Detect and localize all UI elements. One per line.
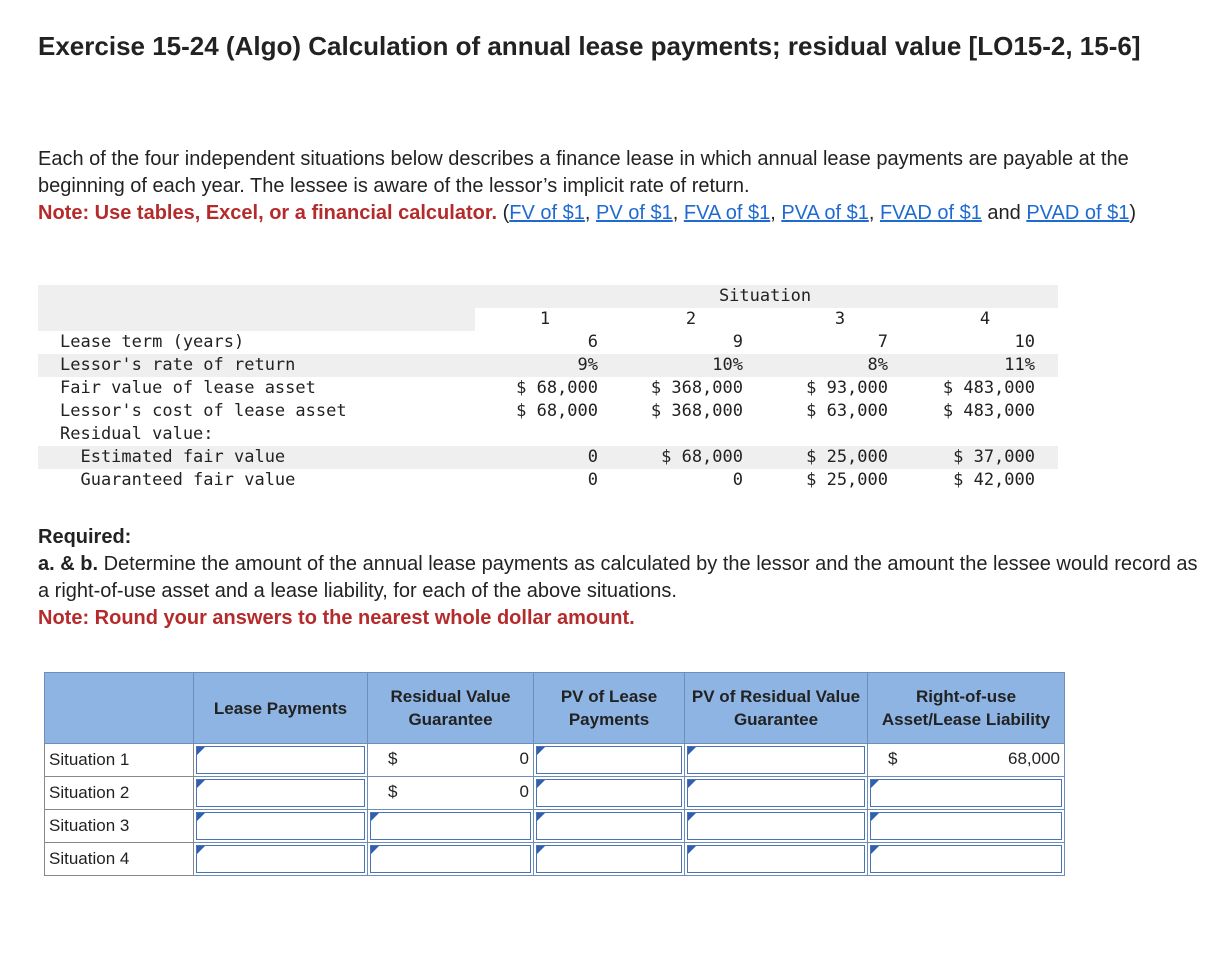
rou-cell <box>868 810 1065 843</box>
lease-payments-input[interactable] <box>196 779 365 807</box>
rou-value: 68,000 <box>1008 749 1060 768</box>
situation-header-row <box>38 285 1058 308</box>
pv-residual-input[interactable] <box>687 746 865 774</box>
value-s1: $ 68,000 <box>516 401 598 421</box>
value-s1: 6 <box>587 332 598 352</box>
input-marker-icon <box>871 780 879 788</box>
input-marker-icon <box>871 846 879 854</box>
input-marker-icon <box>537 813 545 821</box>
residual-guarantee-cell <box>368 843 534 876</box>
input-marker-icon <box>537 846 545 854</box>
lease-payments-cell <box>194 777 368 810</box>
pv-residual-cell <box>685 843 868 876</box>
header-blank <box>45 673 194 744</box>
dollar-sign: $ <box>388 782 398 801</box>
pv-lease-input[interactable] <box>536 779 682 807</box>
table-row <box>45 843 1065 876</box>
paren-open: ( <box>497 202 510 224</box>
header-residual-value-guarantee: Residual Value Guarantee <box>368 673 534 744</box>
column-2: 2 <box>685 309 697 329</box>
residual-guarantee-input[interactable] <box>370 812 531 840</box>
lease-payments-cell <box>194 810 368 843</box>
value-s4: 10 <box>1014 332 1035 352</box>
pv-residual-input[interactable] <box>687 779 865 807</box>
value-s3: $ 25,000 <box>806 470 888 490</box>
row-label: Estimated fair value <box>60 447 286 467</box>
residual-guarantee-cell <box>368 810 534 843</box>
column-3: 3 <box>834 309 846 329</box>
value-s4: $ 37,000 <box>953 447 1035 467</box>
link-fv[interactable]: FV of $1 <box>509 202 585 224</box>
row-guaranteed-fair-value <box>38 469 1058 492</box>
situation-header: Situation <box>718 286 812 306</box>
exercise-title: Exercise 15-24 (Algo) Calculation of annual lease payments; residual value [LO15-2, 15-6] <box>38 31 1141 61</box>
situation-label: Situation 2 <box>45 777 194 810</box>
answer-header-row <box>45 673 1065 744</box>
dollar-sign: $ <box>888 749 898 768</box>
paren-close: ) <box>1129 202 1137 224</box>
pv-lease-input[interactable] <box>536 746 682 774</box>
residual-guarantee-input[interactable] <box>370 845 531 873</box>
column-4: 4 <box>979 309 991 329</box>
pv-residual-cell <box>685 810 868 843</box>
pv-residual-cell <box>685 777 868 810</box>
value-s3: 8% <box>867 355 888 375</box>
row-label: Lease term (years) <box>60 332 245 352</box>
intro-text: Each of the four independent situations below describes a finance lease in which annual lease payments are payable at the beginning of each year. The lessee is aware of the lessor’s implicit rate of return. <box>38 148 1129 197</box>
residual-guarantee-value: 0 <box>519 782 529 801</box>
header-pv-lease-payments: PV of Lease Payments <box>534 673 685 744</box>
pv-residual-input[interactable] <box>687 812 865 840</box>
input-marker-icon <box>871 813 879 821</box>
residual-guarantee-value: 0 <box>519 749 529 768</box>
required-text: Determine the amount of the annual lease payments as calculated by the lessor and the amount the lessee would record as a right-of-use asset and a lease liability, for each of the above situations. <box>38 553 1198 602</box>
value-s4: $ 483,000 <box>942 401 1035 421</box>
input-marker-icon <box>688 813 696 821</box>
row-rate <box>38 354 1058 377</box>
value-s1: 0 <box>587 447 598 467</box>
value-s4: $ 42,000 <box>953 470 1035 490</box>
input-marker-icon <box>537 780 545 788</box>
pv-lease-cell <box>534 777 685 810</box>
lease-payments-input[interactable] <box>196 746 365 774</box>
table-row <box>45 744 1065 777</box>
input-marker-icon <box>197 846 205 854</box>
value-s4: $ 483,000 <box>942 378 1035 398</box>
value-s3: $ 63,000 <box>806 401 888 421</box>
value-s2: 0 <box>732 470 743 490</box>
row-residual-heading <box>38 423 1058 446</box>
residual-guarantee-cell <box>368 744 534 777</box>
situation-label: Situation 1 <box>45 744 194 777</box>
required-section <box>38 524 1198 632</box>
rou-input[interactable] <box>870 845 1062 873</box>
value-s1: 0 <box>587 470 598 490</box>
link-pvad[interactable]: PVAD of $1 <box>1026 202 1130 224</box>
input-marker-icon <box>197 747 205 755</box>
situation-label: Situation 3 <box>45 810 194 843</box>
lease-payments-cell <box>194 843 368 876</box>
row-fair-value <box>38 377 1058 400</box>
input-marker-icon <box>371 813 379 821</box>
row-label: Lessor's cost of lease asset <box>60 401 347 421</box>
link-pva[interactable]: PVA of $1 <box>781 202 869 224</box>
input-marker-icon <box>197 780 205 788</box>
rou-input[interactable] <box>870 779 1062 807</box>
input-marker-icon <box>688 846 696 854</box>
row-label: Lessor's rate of return <box>60 355 296 375</box>
row-estimated-fair-value <box>38 446 1058 469</box>
input-marker-icon <box>688 747 696 755</box>
value-s3: 7 <box>877 332 888 352</box>
intro-paragraph: Each of the four independent situations below describes a finance lease in which annual lease payments are payable at the beginning of each year. The lessee is aware of the lessor’s implicit rate of return. Note: Use tables, Excel, or a financial calculator. (FV of $1, PV of $1, FVA of $1, PVA of $1, FVAD of $1 and PVAD of $1) <box>38 148 1137 224</box>
dollar-sign: $ <box>388 749 398 768</box>
required-heading: Required: <box>38 526 132 548</box>
value-s1: $ 68,000 <box>516 378 598 398</box>
value-s2: $ 368,000 <box>650 401 743 421</box>
column-1: 1 <box>539 309 551 329</box>
input-marker-icon <box>371 846 379 854</box>
pv-lease-cell <box>534 810 685 843</box>
required-prefix: a. & b. <box>38 553 99 575</box>
link-fva[interactable]: FVA of $1 <box>683 202 771 224</box>
and-text: and <box>981 202 1027 224</box>
row-label: Residual value: <box>60 424 214 444</box>
value-s1: 9% <box>577 355 598 375</box>
intro-note: Note: Use tables, Excel, or a financial calculator. <box>38 202 498 224</box>
residual-guarantee-cell <box>368 777 534 810</box>
rou-cell <box>868 777 1065 810</box>
row-label: Fair value of lease asset <box>60 378 316 398</box>
header-right-of-use: Right-of-use Asset/Lease Liability <box>868 673 1065 744</box>
pv-lease-cell <box>534 843 685 876</box>
lease-payments-input[interactable] <box>196 812 365 840</box>
required-note: Note: Round your answers to the nearest whole dollar amount. <box>38 607 635 629</box>
lease-payments-cell <box>194 744 368 777</box>
pv-lease-cell <box>534 744 685 777</box>
rou-cell <box>868 843 1065 876</box>
value-s3: $ 93,000 <box>806 378 888 398</box>
table-row <box>45 810 1065 843</box>
value-s2: $ 368,000 <box>650 378 743 398</box>
table-row <box>45 777 1065 810</box>
value-s2: $ 68,000 <box>661 447 743 467</box>
value-s2: 10% <box>712 355 743 375</box>
link-fvad[interactable]: FVAD of $1 <box>879 202 982 224</box>
pv-residual-cell <box>685 744 868 777</box>
input-marker-icon <box>537 747 545 755</box>
link-pv[interactable]: PV of $1 <box>596 202 673 224</box>
lease-payments-input[interactable] <box>196 845 365 873</box>
header-pv-residual-value: PV of Residual Value Guarantee <box>685 673 868 744</box>
situation-columns-row <box>38 308 1058 331</box>
value-s4: 11% <box>1004 355 1035 375</box>
rou-cell <box>868 744 1065 777</box>
value-s2: 9 <box>732 332 743 352</box>
value-s3: $ 25,000 <box>806 447 888 467</box>
pv-lease-input[interactable] <box>536 812 682 840</box>
row-lease-term <box>38 331 1058 354</box>
row-label: Guaranteed fair value <box>60 470 296 490</box>
input-marker-icon <box>197 813 205 821</box>
input-marker-icon <box>688 780 696 788</box>
row-lessor-cost <box>38 400 1058 423</box>
pv-residual-input[interactable] <box>687 845 865 873</box>
header-lease-payments: Lease Payments <box>194 673 368 744</box>
answer-table <box>44 672 1065 876</box>
situation-label: Situation 4 <box>45 843 194 876</box>
pv-lease-input[interactable] <box>536 845 682 873</box>
rou-input[interactable] <box>870 812 1062 840</box>
